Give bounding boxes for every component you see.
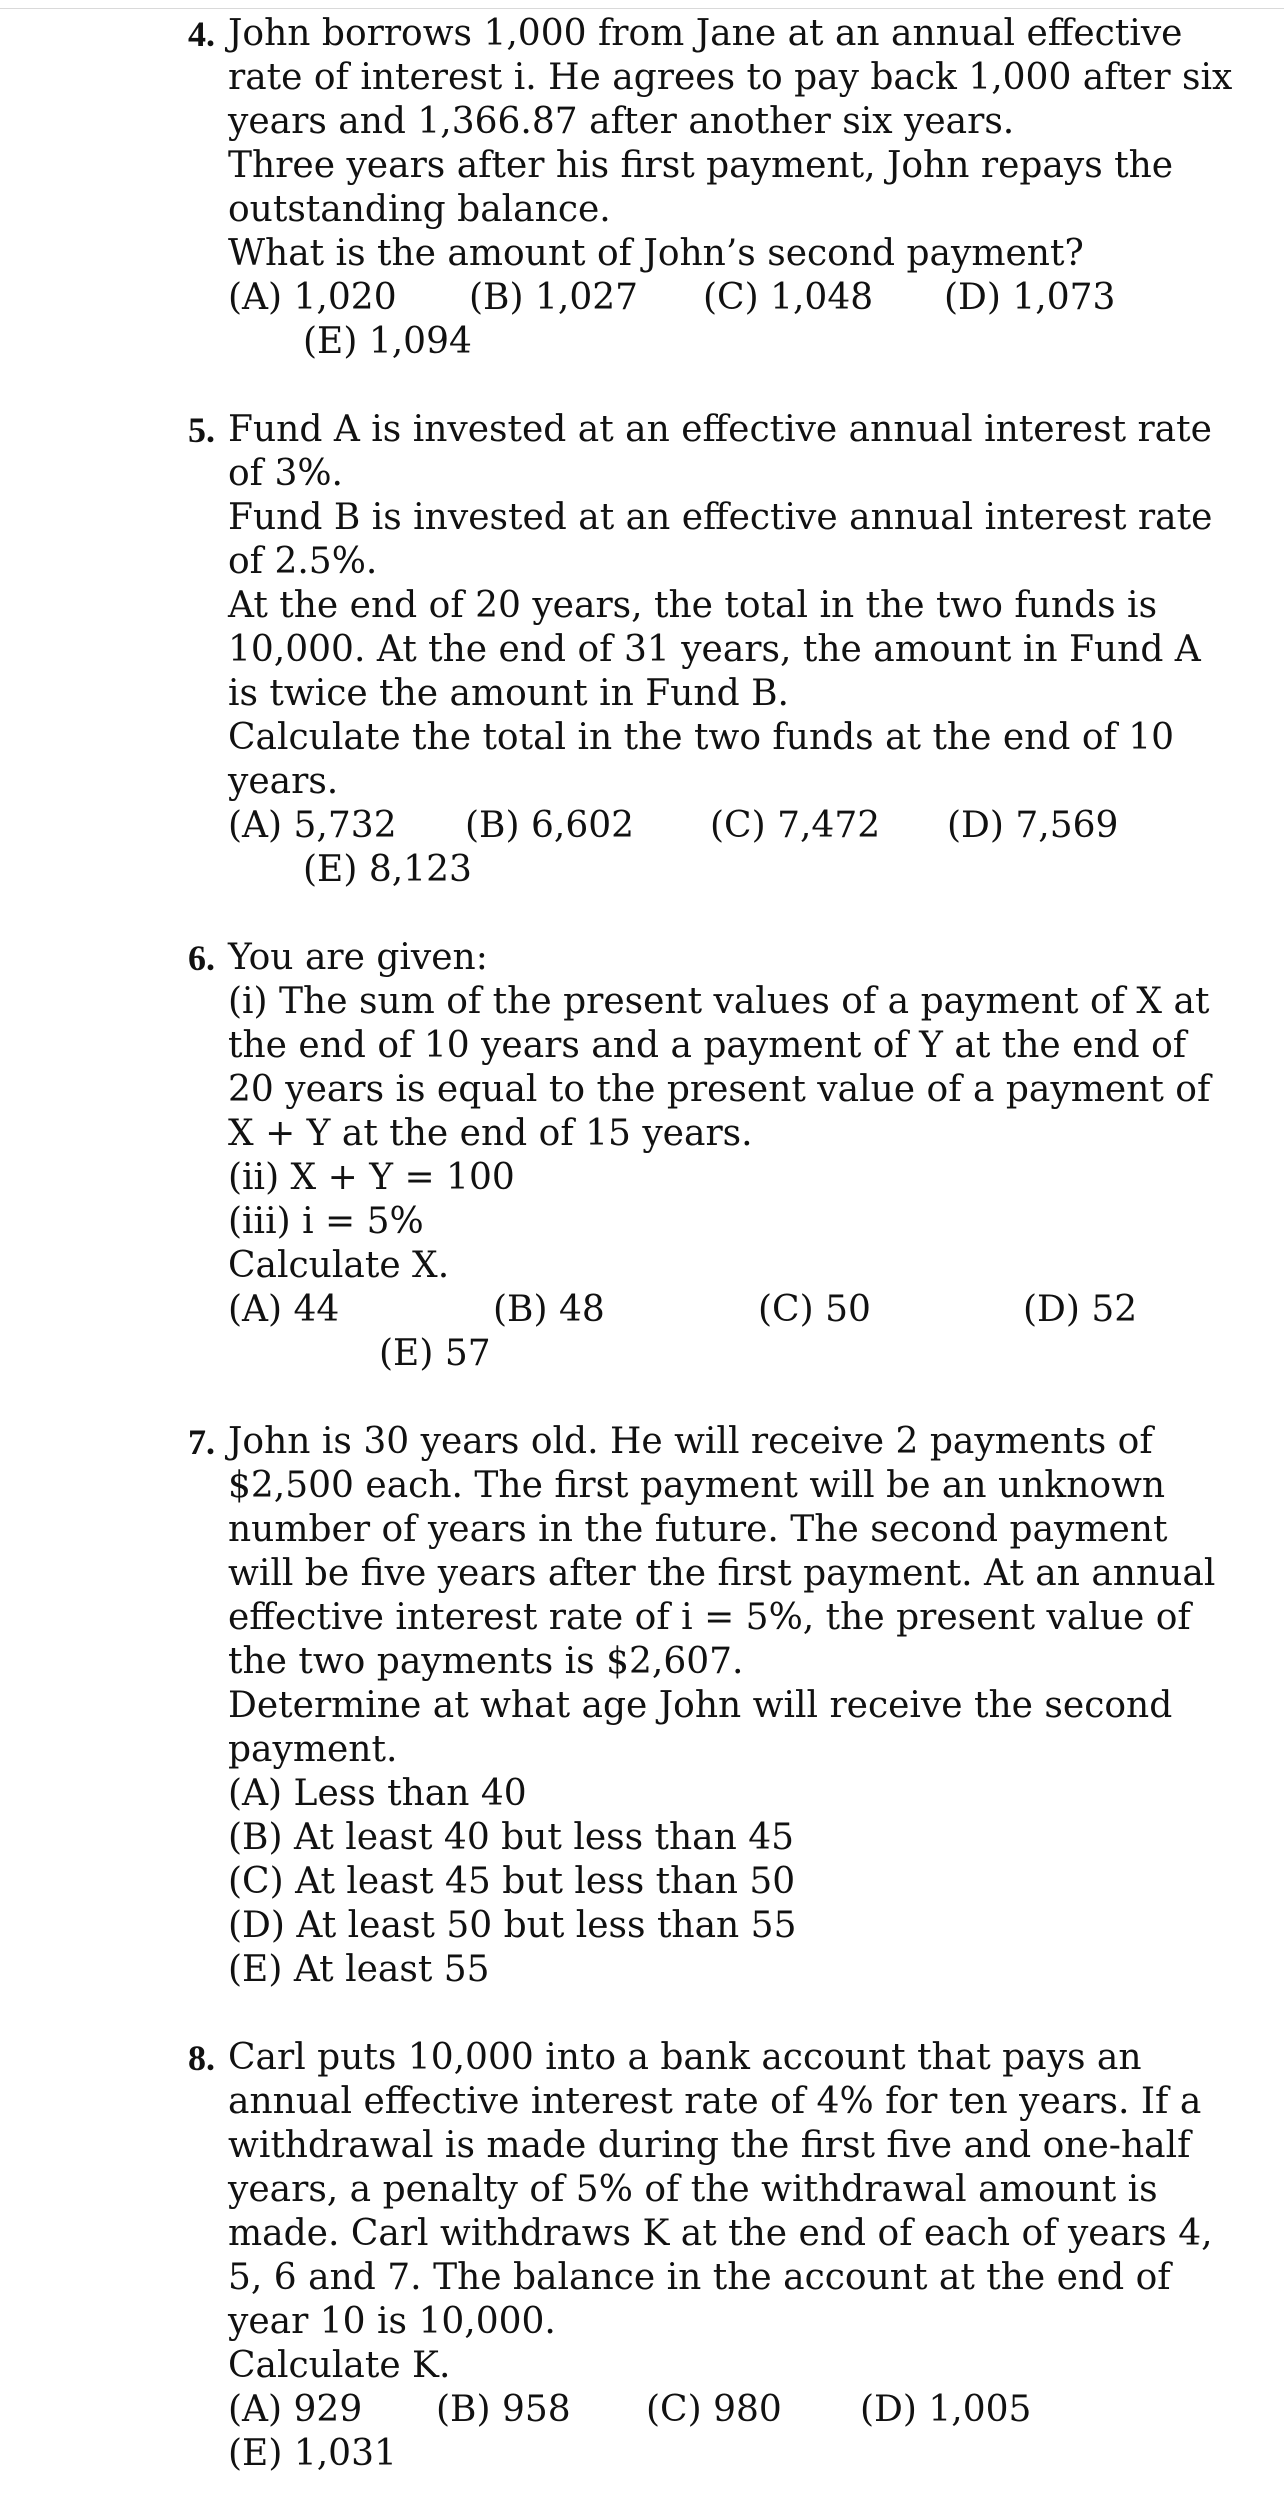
text-line: years, a penalty of 5% of the withdrawal amount is bbox=[228, 2169, 1158, 2210]
text-line: X + Y at the end of 15 years. bbox=[228, 1113, 753, 1154]
text-line: Calculate K. bbox=[228, 2345, 451, 2386]
problem-text bbox=[228, 12, 1232, 276]
choice-c: (C) 7,472 bbox=[710, 805, 881, 846]
text-line: year 10 is 10,000. bbox=[228, 2301, 556, 2342]
text-line: of 3%. bbox=[228, 453, 343, 494]
text-line: Calculate X. bbox=[228, 1245, 450, 1286]
text-line: effective interest rate of i = 5%, the present value of bbox=[228, 1597, 1191, 1638]
problem-4 bbox=[188, 12, 1233, 364]
text-line: (ii) X + Y = 100 bbox=[228, 1157, 515, 1198]
text-line: payment. bbox=[228, 1729, 398, 1770]
text-line: annual effective interest rate of 4% for ten years. If a bbox=[228, 2081, 1202, 2122]
choice-e: (E) 57 bbox=[379, 1333, 491, 1374]
text-line: Determine at what age John will receive the second bbox=[228, 1685, 1173, 1726]
problem-text bbox=[228, 1420, 1215, 1772]
text-line: the two payments is $2,607. bbox=[228, 1641, 744, 1682]
text-line: made. Carl withdraws K at the end of each of years 4, bbox=[228, 2213, 1213, 2254]
text-line: Carl puts 10,000 into a bank account that pays an bbox=[228, 2037, 1142, 2078]
answer-choices bbox=[228, 1772, 1148, 1992]
choice-d: (D) 7,569 bbox=[947, 805, 1119, 846]
text-line: (iii) i = 5% bbox=[228, 1201, 424, 1242]
choice-b: (B) At least 40 but less than 45 bbox=[228, 1817, 795, 1858]
text-line: number of years in the future. The second payment bbox=[228, 1509, 1168, 1550]
text-line: withdrawal is made during the first five and one-half bbox=[228, 2125, 1191, 2166]
choice-b: (B) 958 bbox=[436, 2389, 571, 2430]
problem-number: 7. bbox=[188, 1422, 215, 1462]
choice-a: (A) 44 bbox=[228, 1289, 340, 1330]
text-line: 5, 6 and 7. The balance in the account at the end of bbox=[228, 2257, 1171, 2298]
problem-7 bbox=[188, 1420, 1216, 1992]
choice-d: (D) 52 bbox=[1023, 1289, 1138, 1330]
problem-text bbox=[228, 408, 1212, 804]
choice-a: (A) 929 bbox=[228, 2389, 363, 2430]
problem-6 bbox=[188, 936, 1211, 1376]
problem-document bbox=[188, 12, 1233, 2520]
text-line: Fund B is invested at an effective annual interest rate bbox=[228, 497, 1213, 538]
choice-c: (C) At least 45 but less than 50 bbox=[228, 1861, 796, 1902]
choice-d: (D) At least 50 but less than 55 bbox=[228, 1905, 797, 1946]
choice-c: (C) 50 bbox=[758, 1289, 871, 1330]
text-line: John is 30 years old. He will receive 2 payments of bbox=[228, 1421, 1153, 1462]
choice-a: (A) 5,732 bbox=[228, 805, 397, 846]
problem-8 bbox=[188, 2036, 1213, 2476]
text-line: 20 years is equal to the present value of a payment of bbox=[228, 1069, 1211, 1110]
problem-text bbox=[228, 2036, 1213, 2388]
choice-b: (B) 6,602 bbox=[465, 805, 635, 846]
answer-choices bbox=[228, 1288, 1148, 1376]
text-line: the end of 10 years and a payment of Y at the end of bbox=[228, 1025, 1187, 1066]
text-line: Calculate the total in the two funds at the end of 10 bbox=[228, 717, 1175, 758]
choice-c: (C) 1,048 bbox=[703, 277, 874, 318]
choice-a: (A) 1,020 bbox=[228, 277, 397, 318]
text-line: years and 1,366.87 after another six years. bbox=[228, 101, 1015, 142]
problem-number: 6. bbox=[188, 938, 215, 978]
text-line: Three years after his first payment, John repays the bbox=[228, 145, 1174, 186]
problem-number: 8. bbox=[188, 2038, 215, 2078]
text-line: You are given: bbox=[228, 937, 488, 978]
choice-e: (E) 8,123 bbox=[303, 849, 472, 890]
answer-choices bbox=[228, 276, 1148, 364]
text-line: of 2.5%. bbox=[228, 541, 378, 582]
choice-e: (E) At least 55 bbox=[228, 1949, 490, 1990]
problem-number: 4. bbox=[188, 14, 215, 54]
text-line: outstanding balance. bbox=[228, 189, 611, 230]
choice-b: (B) 48 bbox=[493, 1289, 605, 1330]
problem-5 bbox=[188, 408, 1213, 892]
problem-number: 5. bbox=[188, 410, 215, 450]
text-line: 10,000. At the end of 31 years, the amount in Fund A bbox=[228, 629, 1201, 670]
choice-d: (D) 1,005 bbox=[860, 2389, 1032, 2430]
text-line: What is the amount of John’s second payment? bbox=[228, 233, 1084, 274]
text-line: At the end of 20 years, the total in the two funds is bbox=[228, 585, 1158, 626]
choice-a: (A) Less than 40 bbox=[228, 1773, 527, 1814]
top-divider bbox=[0, 8, 1284, 9]
choice-e: (E) 1,031 bbox=[228, 2433, 397, 2474]
text-line: years. bbox=[228, 761, 339, 802]
choice-d: (D) 1,073 bbox=[944, 277, 1116, 318]
text-line: Fund A is invested at an effective annual interest rate bbox=[228, 409, 1212, 450]
text-line: $2,500 each. The first payment will be an unknown bbox=[228, 1465, 1166, 1506]
answer-choices bbox=[228, 2388, 1148, 2476]
choice-b: (B) 1,027 bbox=[469, 277, 639, 318]
text-line: will be five years after the first payment. At an annual bbox=[228, 1553, 1216, 1594]
text-line: John borrows 1,000 from Jane at an annual effective bbox=[228, 13, 1183, 54]
text-line: rate of interest i. He agrees to pay back 1,000 after six bbox=[228, 57, 1233, 98]
choice-c: (C) 980 bbox=[646, 2389, 782, 2430]
text-line: is twice the amount in Fund B. bbox=[228, 673, 789, 714]
problem-text bbox=[228, 936, 1210, 1288]
choice-e: (E) 1,094 bbox=[303, 321, 472, 362]
answer-choices bbox=[228, 804, 1148, 892]
text-line: (i) The sum of the present values of a payment of X at bbox=[228, 981, 1210, 1022]
